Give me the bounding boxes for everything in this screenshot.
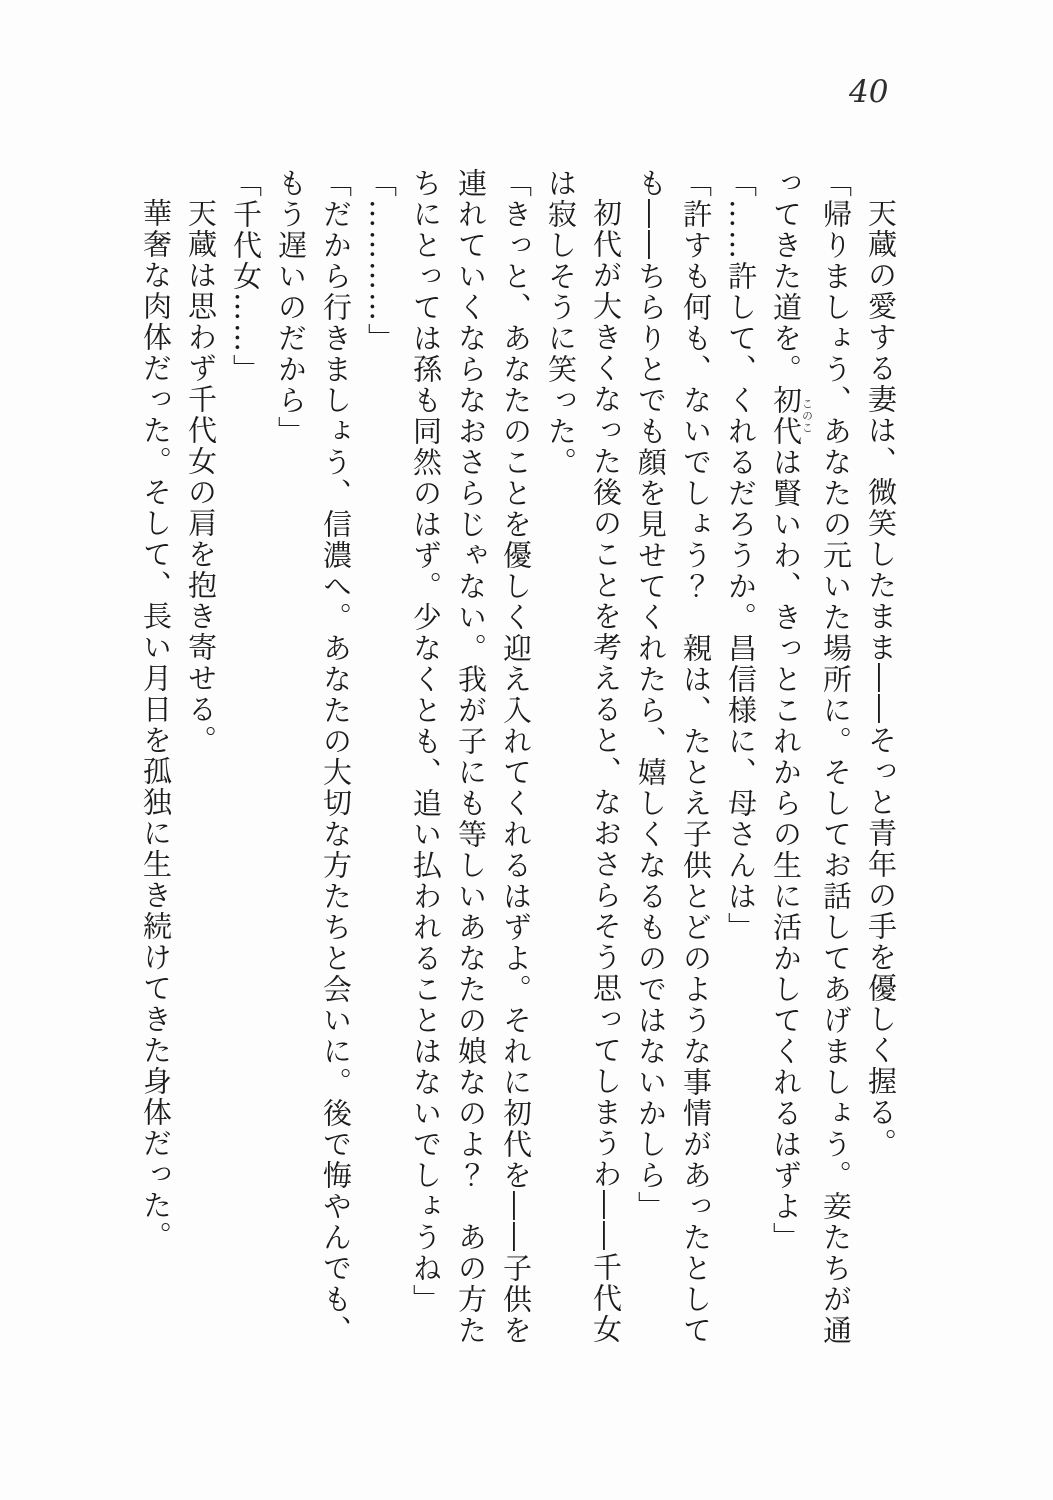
text-column: 「……許して、くれるだろうか。昌信様に、母さんは」: [724, 168, 758, 943]
text-column: 初代が大きくなった後のことを考えると、なおさらそう思ってしまうわ――千代女: [589, 198, 623, 1345]
text-column: 「…………」: [364, 168, 398, 354]
text-columns: [133, 168, 903, 1352]
text-column: も――ちらりとでも顔を見せてくれたら、嬉しくなるものではないかしら」: [634, 168, 668, 1222]
text-column: 「許すも何も、ないでしょう？ 親は、たとえ子供とどのような事情があったとして: [679, 168, 713, 1346]
text-column: 「帰りましょう、あなたの元いた場所に。そしてお話してあげましょう。妾たちが通: [819, 168, 853, 1346]
text-column: 「きっと、あなたのことを優しく迎え入れてくれるはずよ。それに初代を――子供を: [499, 168, 533, 1346]
text-column: 天蔵の愛する妻は、微笑したまま――そっと青年の手を優しく握る。: [864, 198, 898, 1159]
text-column: は寂しそうに笑った。: [544, 168, 578, 478]
text-column: 「だから行きましょう、信濃へ。あなたの大切な方たちと会いに。後で悔やんでも、: [319, 168, 353, 1346]
page-number: 40: [849, 74, 889, 110]
text-column: 連れていくならなおさらじゃない。我が子にも等しいあなたの娘なのよ？ あの方た: [454, 168, 488, 1346]
ruby-annotated-word: 初代このこ: [769, 385, 814, 447]
text-column: ちにとっては孫も同然のはず。少なくとも、追い払われることはないでしょうね」: [409, 168, 443, 1315]
text-column: 「千代女……」: [229, 168, 263, 385]
text-column: 華奢な肉体だった。そして、長い月日を孤独に生き続けてきた身体だった。: [139, 198, 173, 1252]
text-column: ってきた道を。初代このこは賢いわ、きっとこれからの生に活かしてくれるはずよ」: [769, 168, 814, 1253]
text-column: 天蔵は思わず千代女の肩を抱き寄せる。: [184, 198, 218, 756]
text-column: もう遅いのだから」: [274, 168, 308, 447]
ruby-reading: このこ: [800, 385, 814, 447]
